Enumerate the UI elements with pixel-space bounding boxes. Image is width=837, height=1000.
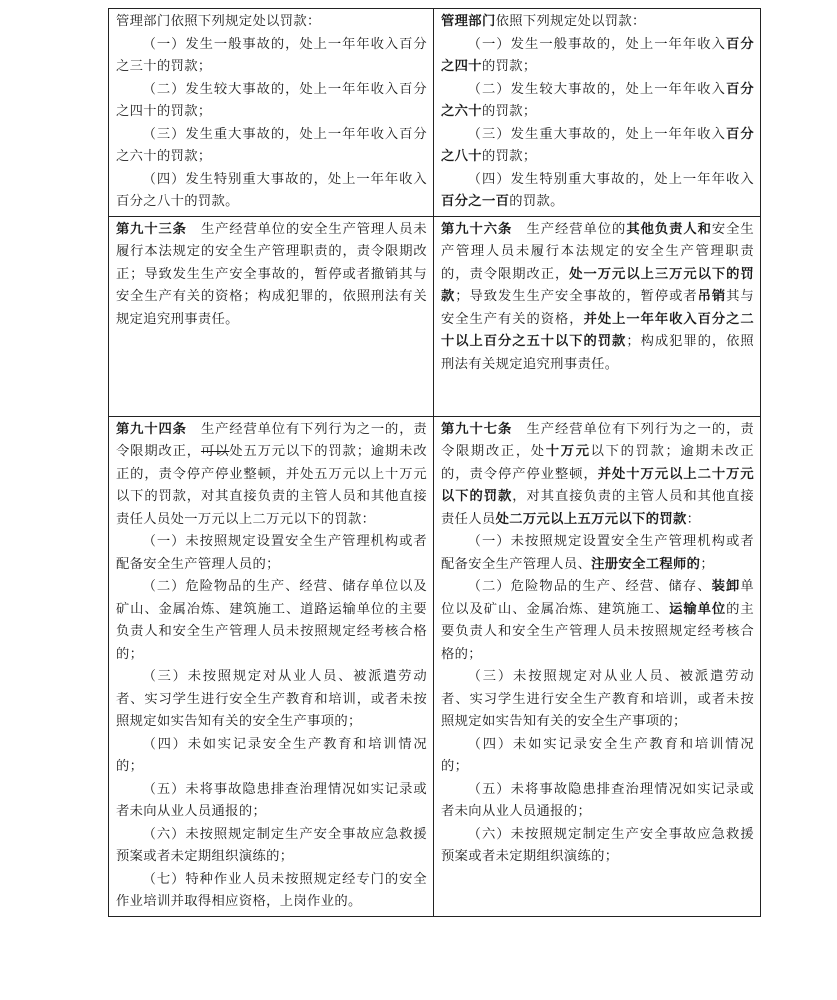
article-text: ，对其直接负责的主管人员和其他直接责任人员 [441, 489, 755, 527]
revised-text: 处一万元以上三万元以下的罚款 [441, 266, 754, 304]
revised-text: 处二万元以上五万元以下的罚款 [495, 511, 687, 527]
revised-text: 第九十四条 [116, 421, 187, 437]
article-paragraph [441, 779, 754, 824]
article-paragraph [116, 34, 427, 79]
article-text: 处五万元以下的罚款；逾期未改正的，责令停产停业整顿，并处五万元以上十万元以下的罚款，对其直接负责的主管人员和其他直接责任人员处一万元以上二万元以下的罚款： [116, 444, 427, 527]
article-paragraph [441, 824, 754, 869]
revised-text: 其他负责人和 [626, 221, 712, 237]
revised-text: 吊销 [697, 289, 727, 304]
article-text: 的罚款； [481, 59, 537, 74]
article-paragraph [116, 11, 427, 34]
article-text: 的罚款； [481, 149, 537, 164]
article-text: （一）发生一般事故的，处上一年年收入百分之三十的罚款； [116, 36, 427, 74]
article-paragraph [441, 576, 754, 666]
revised-article-cell [434, 216, 761, 416]
revised-text: 并处十万元以上二十万元以下的罚款 [441, 466, 754, 504]
article-paragraph [116, 419, 427, 532]
article-paragraph [116, 824, 427, 869]
article-text: 管理部门依照下列规定处以罚款： [116, 14, 321, 29]
article-paragraph [116, 734, 427, 779]
article-text: 的主要负责人和安全生产管理人员未按照规定经考核合格的； [441, 601, 755, 662]
article-paragraph [441, 124, 754, 169]
article-paragraph [441, 734, 754, 779]
article-text: （五）未将事故隐患排查治理情况如实记录或者未向从业人员通报的； [116, 781, 427, 819]
article-text: （四）未如实记录安全生产教育和培训情况的； [116, 736, 427, 774]
article-text: （二）危险物品的生产、经营、储存、 [467, 579, 712, 594]
article-text: 单位以及矿山、金属冶炼、建筑施工、 [441, 579, 755, 617]
article-text: （二）危险物品的生产、经营、储存单位以及矿山、金属冶炼、建筑施工、道路运输单位的主要负责人和安全生产管理人员未按照规定经考核合格的； [116, 579, 427, 662]
article-text: （一）发生一般事故的，处上一年年收入 [467, 36, 726, 52]
deleted-text: 可以 [200, 444, 230, 459]
revised-text: 百分之八十 [441, 126, 754, 164]
article-paragraph [441, 11, 754, 34]
revised-text: 并处上一年年收入百分之二十以上百分之五十以下的罚款 [441, 311, 755, 349]
article-text: 生产经营单位的安全生产管理人员未履行本法规定的安全生产管理职责的，责令限期改正；导致发生生产安全事故的，暂停或者撤销其与安全生产有关的资格；构成犯罪的，依照刑法有关规定追究刑事责任。 [116, 221, 428, 327]
article-text: （二）发生较大事故的，处上一年年收入 [467, 81, 726, 97]
revised-text: 百分之一百 [441, 194, 510, 209]
revised-text: 十万元 [545, 444, 591, 459]
article-text: 生产经营单位的 [512, 221, 627, 237]
article-text: （四）未如实记录安全生产教育和培训情况的； [441, 736, 754, 774]
article-paragraph [441, 169, 754, 214]
revised-text: 管理部门 [441, 14, 496, 29]
original-article-cell [109, 416, 434, 916]
revised-text: 第九十三条 [116, 221, 187, 237]
article-text: ；构成犯罪的，依照刑法有关规定追究刑事责任。 [441, 334, 754, 372]
law-comparison-table [108, 8, 761, 917]
article-text: （七）特种作业人员未按照规定经专门的安全作业培训并取得相应资格，上岗作业的。 [116, 871, 427, 909]
article-text: 生产经营单位有下列行为之一的，责令限期改正， [116, 421, 428, 459]
revised-text: 装卸 [711, 579, 741, 594]
article-paragraph [116, 124, 427, 169]
original-article-cell [109, 9, 434, 217]
article-text: ；导致发生生产安全事故的，暂停或者 [455, 289, 698, 304]
article-paragraph [441, 79, 754, 124]
article-text: （四）发生特别重大事故的，处上一年年收入 [467, 171, 754, 187]
comparison-row [109, 216, 761, 416]
revised-text: 百分之四十 [441, 36, 754, 74]
article-paragraph [441, 219, 754, 377]
article-text: （一）未按照规定设置安全生产管理机构或者配备安全生产管理人员的； [116, 534, 427, 572]
article-text: 依照下列规定处以罚款： [495, 14, 646, 29]
article-paragraph [441, 666, 754, 734]
article-paragraph [116, 666, 427, 734]
article-text: （三）未按照规定对从业人员、被派遣劳动者、实习学生进行安全生产教育和培训，或者未按照规定如实告知有关的安全生产事项的； [116, 669, 427, 729]
article-text: 生产经营单位有下列行为之一的，责令限期改正，处 [441, 421, 755, 459]
original-article-cell [109, 216, 434, 416]
revised-text: 第九十六条 [441, 221, 513, 237]
article-text: （三）未按照规定对从业人员、被派遣劳动者、实习学生进行安全生产教育和培训，或者未按照规定如实告知有关的安全生产事项的； [441, 669, 754, 729]
article-paragraph [116, 779, 427, 824]
article-text: 安全生产管理人员未履行本法规定的安全生产管理职责的，责令限期改正， [441, 221, 754, 282]
article-text: （五）未将事故隐患排查治理情况如实记录或者未向从业人员通报的； [441, 781, 754, 819]
revised-article-cell [434, 9, 761, 217]
article-paragraph [441, 419, 754, 532]
article-text: （六）未按照规定制定生产安全事故应急救援预案或者未定期组织演练的； [116, 826, 427, 864]
article-text: （六）未按照规定制定生产安全事故应急救援预案或者未定期组织演练的； [441, 826, 754, 864]
article-text: （一）未按照规定设置安全生产管理机构或者配备安全生产管理人员、 [441, 534, 754, 572]
article-text: （二）发生较大事故的，处上一年年收入百分之四十的罚款； [116, 81, 427, 119]
revised-text: 百分之六十 [441, 81, 754, 119]
article-paragraph [116, 869, 427, 914]
article-text: （三）发生重大事故的，处上一年年收入百分之六十的罚款； [116, 126, 427, 164]
article-paragraph [116, 79, 427, 124]
article-paragraph [116, 531, 427, 576]
revised-text: 注册安全工程师的 [591, 556, 701, 572]
article-text: ； [700, 556, 714, 572]
revised-article-cell [434, 416, 761, 916]
comparison-row [109, 9, 761, 217]
article-text: 以下的罚款；逾期未改正的，责令停产停业整顿， [441, 444, 754, 482]
article-paragraph [116, 169, 427, 214]
article-paragraph [441, 531, 754, 576]
article-text: （四）发生特别重大事故的，处上一年年收入百分之八十的罚款。 [116, 171, 427, 209]
article-paragraph [116, 576, 427, 666]
comparison-row [109, 416, 761, 916]
article-text: （三）发生重大事故的，处上一年年收入 [467, 126, 726, 142]
article-text: ： [686, 511, 701, 527]
article-paragraph [441, 34, 754, 79]
article-text: 的罚款； [481, 104, 537, 119]
article-paragraph [116, 219, 427, 332]
revised-text: 运输单位 [669, 601, 727, 617]
comparison-table-body [109, 9, 761, 917]
article-text: 的罚款。 [509, 194, 564, 209]
article-text: 其与安全生产有关的资格， [441, 289, 755, 327]
document-page [108, 8, 755, 992]
revised-text: 第九十七条 [441, 421, 513, 437]
